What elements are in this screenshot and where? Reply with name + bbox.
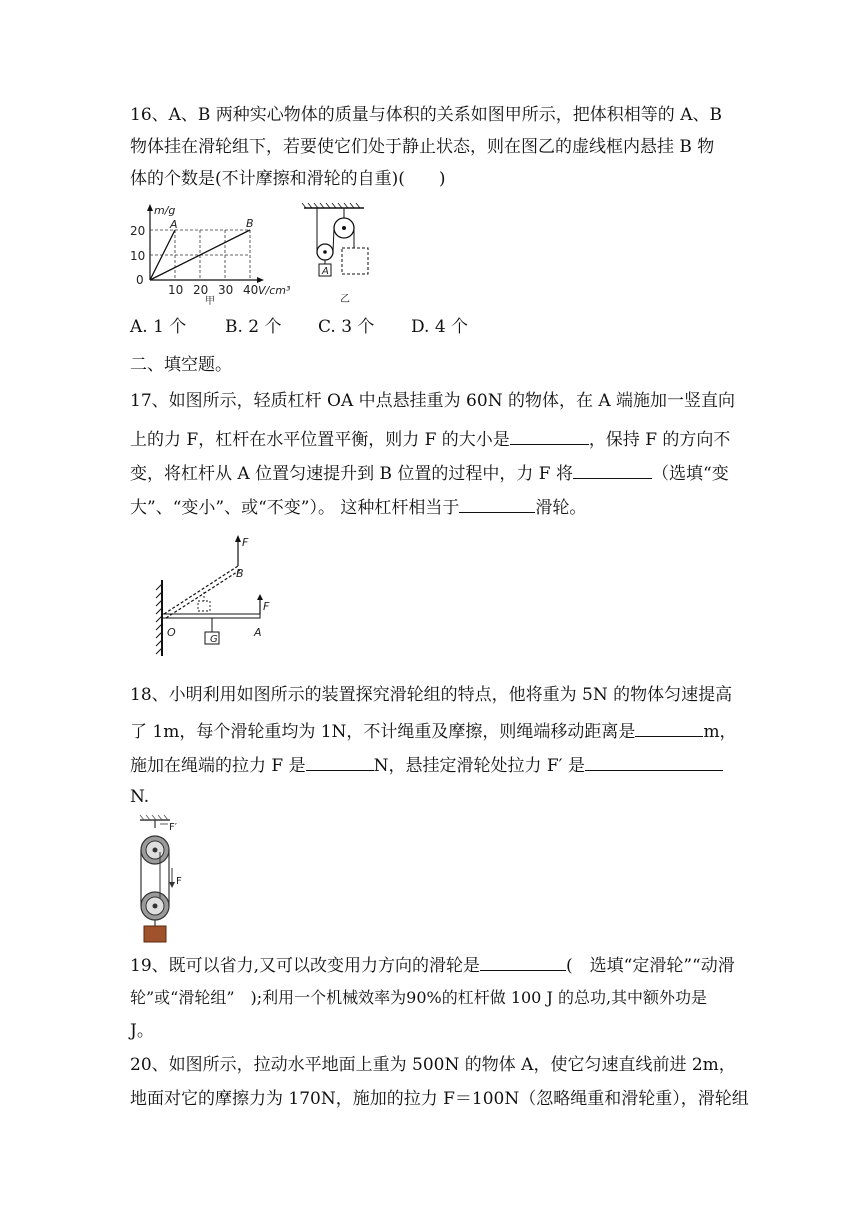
mass-volume-graph — [128, 200, 298, 306]
lever-label-b: B — [236, 567, 244, 580]
q18-blank-3[interactable] — [585, 752, 723, 771]
option-d[interactable]: D. 4 个 — [411, 317, 469, 337]
q18-blank-2[interactable] — [306, 752, 374, 771]
section-2-heading: 二、填空题。 — [130, 355, 232, 375]
q19-blank-1[interactable] — [480, 952, 566, 971]
q17-line-2b: ，保持 F 的方向不 — [588, 430, 731, 450]
graph-ytick-10: 10 — [130, 249, 146, 263]
q16-line-1: 16、A、B 两种实心物体的质量与体积的关系如图甲所示，把体积相等的 A、B — [130, 105, 722, 125]
q18-line-3b: N，悬挂定滑轮处拉力 F′ 是 — [373, 756, 585, 776]
graph-label-a: A — [170, 218, 178, 231]
q17-blank-2[interactable] — [573, 460, 652, 479]
pulley-box-a-label: A — [322, 266, 329, 277]
dashed-box — [342, 248, 368, 274]
q20-line-2: 地面对它的摩擦力为 170N，施加的拉力 F＝100N（忽略绳重和滑轮重），滑轮组 — [130, 1089, 749, 1109]
q17-line-3a: 变，将杠杆从 A 位置匀速提升到 B 位置的过程中，力 F 将 — [130, 464, 573, 484]
graph-ytick-20: 20 — [130, 224, 146, 238]
q16-line-3: 体的个数是(不计摩擦和滑轮的自重)( ) — [130, 169, 446, 189]
graph-xlabel: V/cm³ — [258, 284, 291, 297]
q18-line-1: 18、小明利用如图所示的装置探究滑轮组的特点，他将重为 5N 的物体匀速提高 — [130, 685, 733, 705]
pulley-block-figure — [136, 812, 196, 946]
graph-label-b: B — [246, 217, 254, 230]
q17-line-4 — [130, 494, 730, 519]
q16-line-2: 物体挂在滑轮组下，若要使它们处于静止状态，则在图乙的虚线框内悬挂 B 物 — [130, 137, 715, 157]
q18-line-4: N. — [130, 787, 150, 807]
lever-figure — [150, 530, 280, 658]
graph-xtick-20: 20 — [193, 283, 209, 297]
q19-line-1b: ( 选填“定滑轮”“动滑 — [566, 956, 735, 976]
pulley-system-figure — [300, 202, 380, 306]
pulley-label-f: F — [176, 876, 182, 887]
q17-line-3b: （选填“变 — [652, 464, 729, 484]
q17-line-1: 17、如图所示，轻质杠杆 OA 中点悬挂重为 60N 的物体，在 A 端施加一竖直向 — [130, 391, 736, 411]
graph-ylabel: m/g — [154, 204, 176, 217]
graph-xtick-10: 10 — [168, 283, 184, 297]
option-c[interactable]: C. 3 个 — [318, 317, 375, 337]
graph-caption: 甲 — [205, 296, 215, 306]
option-a[interactable]: A. 1 个 — [130, 317, 187, 337]
graph-xtick-40: 40 — [243, 283, 259, 297]
q18-line-2a: 了 1m，每个滑轮重均为 1N，不计绳重及摩擦，则绳端移动距离是 — [130, 722, 636, 742]
q17-blank-3[interactable] — [459, 494, 535, 513]
q18-line-3 — [130, 752, 730, 777]
lever-label-f-right: F — [263, 600, 270, 613]
pulley-caption: 乙 — [340, 294, 350, 305]
lever-label-g: G — [210, 634, 218, 645]
graph-xtick-30: 30 — [218, 283, 234, 297]
q17-line-2 — [130, 426, 730, 451]
q17-blank-1[interactable] — [510, 426, 589, 445]
q18-line-2 — [130, 718, 737, 743]
q17-line-2a: 上的力 F，杠杆在水平位置平衡，则力 F 的大小是 — [130, 430, 510, 450]
graph-ytick-0: 0 — [136, 273, 144, 287]
pulley-label-f-prime: F′ — [169, 822, 178, 833]
q18-blank-1[interactable] — [635, 718, 703, 737]
lever-label-f-top: F — [242, 536, 249, 549]
q17-line-3 — [130, 460, 730, 485]
option-b[interactable]: B. 2 个 — [225, 317, 282, 337]
q19-line-1a: 19、既可以省力,又可以改变用力方向的滑轮是 — [130, 956, 481, 976]
q17-line-4b: 滑轮。 — [535, 498, 587, 518]
q19-line-2: 轮”或“滑轮组” );利用一个机械效率为90%的杠杆做 100 J 的总功,其中额外功是 — [130, 988, 708, 1007]
q20-line-1: 20、如图所示，拉动水平地面上重为 500N 的物体 A，使它匀速直线前进 2m， — [130, 1055, 736, 1075]
q18-line-3a: 施加在绳端的拉力 F 是 — [130, 756, 306, 776]
q17-line-4a: 大”、“变小”、或“不变”）。 这种杠杆相当于 — [130, 498, 460, 518]
q19-line-1 — [130, 952, 735, 977]
lever-label-a: A — [254, 626, 262, 639]
q19-line-3: J。 — [130, 1021, 154, 1041]
q16-options — [130, 316, 730, 338]
lever-label-o: O — [167, 626, 176, 639]
q18-line-2b: m， — [703, 722, 737, 742]
